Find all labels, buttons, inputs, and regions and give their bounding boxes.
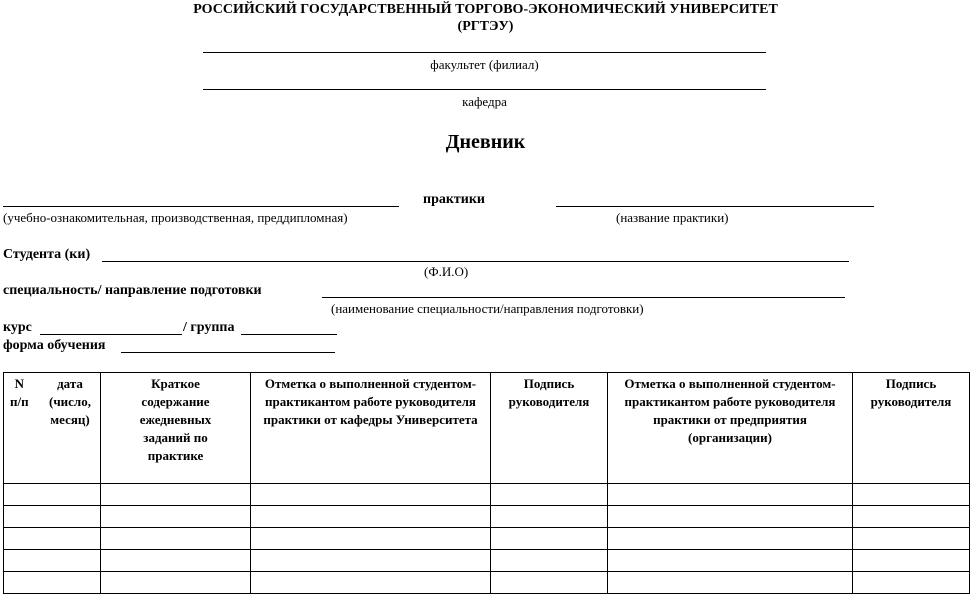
practice-type-line <box>3 206 399 207</box>
table-cell[interactable] <box>491 484 608 506</box>
column-header-date: дата (число, месяц) <box>49 376 91 427</box>
table-cell[interactable] <box>4 528 101 550</box>
group-label: / группа <box>183 320 235 335</box>
table-row <box>4 572 970 594</box>
column-header-organization-mark: Отметка о выполненной студентом-практикантом работе руководителя практики от предприятия (организации) <box>608 373 853 484</box>
practice-label: практики <box>423 192 485 207</box>
practice-name-line <box>556 206 874 207</box>
table-cell[interactable] <box>491 528 608 550</box>
department-line <box>203 89 766 90</box>
study-form-line <box>121 352 335 353</box>
table-row <box>4 506 970 528</box>
table-cell[interactable] <box>853 550 970 572</box>
column-header-signature-1: Подпись руководителя <box>491 373 608 484</box>
table-cell[interactable] <box>101 506 251 528</box>
table-cell[interactable] <box>251 528 491 550</box>
table-cell[interactable] <box>251 484 491 506</box>
fio-caption: (Ф.И.О) <box>424 264 469 279</box>
table-header-row <box>4 373 970 484</box>
table-cell[interactable] <box>4 572 101 594</box>
table-cell[interactable] <box>251 506 491 528</box>
table-cell[interactable] <box>491 572 608 594</box>
department-caption: кафедра <box>462 94 507 109</box>
table-cell[interactable] <box>4 550 101 572</box>
column-header-number-n: N <box>14 376 24 391</box>
student-label: Студента (ки) <box>3 247 91 262</box>
specialty-caption: (наименование специальности/направления подготовки) <box>331 301 644 316</box>
table-cell[interactable] <box>491 506 608 528</box>
table-cell[interactable] <box>608 572 853 594</box>
university-abbreviation: (РГТЭУ) <box>457 19 514 34</box>
practice-name-caption: (название практики) <box>616 210 729 225</box>
table-cell[interactable] <box>101 550 251 572</box>
specialty-label: специальность/ направление подготовки <box>3 283 262 298</box>
table-cell[interactable] <box>853 506 970 528</box>
specialty-line <box>322 297 845 298</box>
table-cell[interactable] <box>608 528 853 550</box>
table-cell[interactable] <box>608 506 853 528</box>
column-header-number-pp: п/п <box>10 394 29 409</box>
column-header-university-mark: Отметка о выполненной студентом-практикантом работе руководителя практики от кафедры Университета <box>251 373 491 484</box>
column-header-number-date <box>4 373 101 484</box>
practice-type-caption: (учебно-ознакомительная, производственная, преддипломная) <box>3 210 348 225</box>
group-line <box>241 334 337 335</box>
table-cell[interactable] <box>608 550 853 572</box>
table-cell[interactable] <box>491 550 608 572</box>
document-title: Дневник <box>445 131 526 153</box>
table-cell[interactable] <box>101 572 251 594</box>
study-form-label: форма обучения <box>3 338 106 353</box>
faculty-caption: факультет (филиал) <box>430 57 539 72</box>
diary-table <box>3 372 970 594</box>
table-cell[interactable] <box>251 550 491 572</box>
column-header-tasks: Краткое содержание ежедневных заданий по практике <box>101 373 251 484</box>
table-cell[interactable] <box>853 484 970 506</box>
faculty-line <box>203 52 766 53</box>
table-cell[interactable] <box>608 484 853 506</box>
column-header-signature-2: Подпись руководителя <box>853 373 970 484</box>
table-row <box>4 484 970 506</box>
table-cell[interactable] <box>4 506 101 528</box>
course-label: курс <box>3 320 32 335</box>
table-cell[interactable] <box>853 528 970 550</box>
table-cell[interactable] <box>101 528 251 550</box>
table-cell[interactable] <box>853 572 970 594</box>
table-row <box>4 528 970 550</box>
university-name: РОССИЙСКИЙ ГОСУДАРСТВЕННЫЙ ТОРГОВО-ЭКОНОМИЧЕСКИЙ УНИВЕРСИТЕТ <box>193 2 778 17</box>
student-name-line <box>102 261 849 262</box>
table-row <box>4 550 970 572</box>
table-cell[interactable] <box>4 484 101 506</box>
table-cell[interactable] <box>101 484 251 506</box>
course-line <box>40 334 182 335</box>
table-cell[interactable] <box>251 572 491 594</box>
